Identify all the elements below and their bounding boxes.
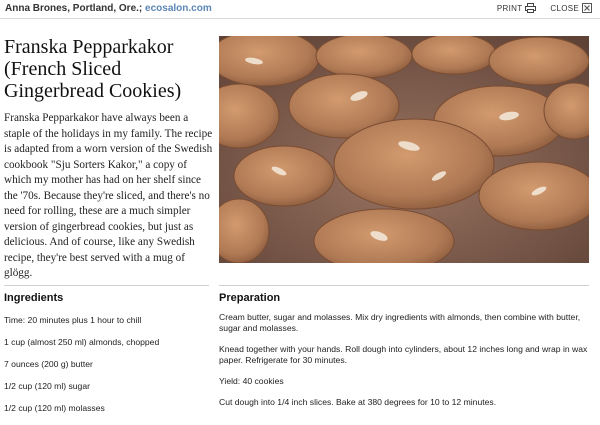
preparation-step: Cream butter, sugar and molasses. Mix dry ingredients with almonds, then combine with butter, sugar and molasses. [219,312,581,333]
ingredient-item: Time: 20 minutes plus 1 hour to chill [4,315,142,325]
preparation-step: Yield: 40 cookies [219,376,284,386]
close-x-icon [582,3,592,13]
preparation-steps [219,312,589,418]
cookie-photo [219,36,589,263]
recipe-title: Franska Pepparkakor (French Sliced Gingerbread Cookies) [4,36,182,102]
ingredients-heading: Ingredients [4,292,64,304]
ingredient-item: 1/2 cup (120 ml) sugar [4,381,90,391]
close-label: CLOSE [550,3,579,13]
preparation-step: Knead together with your hands. Roll dough into cylinders, about 12 inches long and wrap in wax paper. Refrigerate for 30 minutes. [219,344,588,365]
close-button[interactable] [550,3,592,13]
preparation-step: Cut dough into 1/4 inch slices. Bake at 380 degrees for 10 to 12 minutes. [219,397,497,407]
source-site-link[interactable]: ecosalon.com [145,3,212,14]
ingredient-item: 1/2 cup (120 ml) molasses [4,403,105,413]
header-actions [497,3,592,13]
preparation-divider [219,285,589,286]
byline-author: Anna Brones, Portland, Ore.; [5,3,143,14]
print-button[interactable] [497,3,537,13]
top-bar [0,0,600,19]
recipe-intro: Franska Pepparkakor have always been a staple of the holidays in my family. The recipe is adapted from a worn version of the Swedish cookbook "Sju Sorters Kakor," a copy of which my mother has had on her shelf since the '70s. Because they're sliced, and there's no need for rolling, these are a much simpler version of gingerbread cookies, but just as delicious. And of course, like any Swedish recipe, they're best served with a mug of glögg. [4,112,213,279]
cookie-photo-illustration [219,36,589,263]
ingredients-divider [4,285,209,286]
print-label: PRINT [496,3,523,13]
ingredient-item: 7 ounces (200 g) butter [4,359,93,369]
printer-icon [525,3,536,13]
byline [5,3,212,14]
ingredient-item: 1 cup (almost 250 ml) almonds, chopped [4,337,160,347]
preparation-heading: Preparation [219,292,281,304]
